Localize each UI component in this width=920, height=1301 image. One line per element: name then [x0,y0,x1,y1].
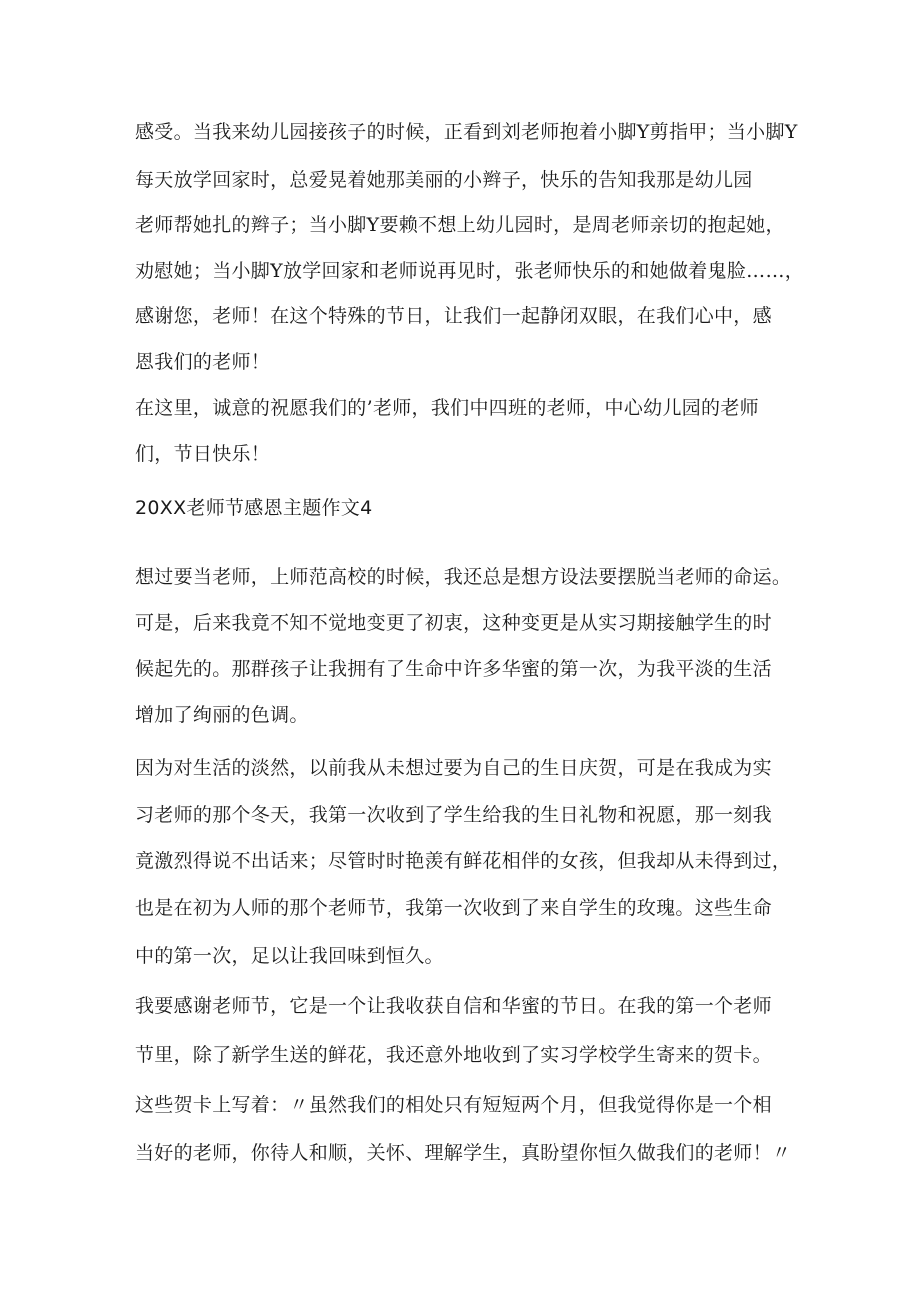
paragraph-line: 感谢您，老师！在这个特殊的节日，让我们一起静闭双眼，在我们心中，感 [135,305,772,327]
paragraph-line: 我要感谢老师节，它是一个让我收获自信和华蜜的节日。在我的第一个老师 [135,995,772,1017]
paragraph-line: 劝慰她；当小脚Y放学回家和老师说再见时，张老师快乐的和她做着鬼脸……， [135,260,805,282]
paragraph-line: 们，节日快乐！ [135,443,271,465]
paragraph-line: 习老师的那个冬天，我第一次收到了学生给我的生日礼物和祝愿，那一刻我 [135,804,772,826]
paragraph-line: 想过要当老师，上师范高校的时候，我还总是想方设法要摆脱当老师的命运。 [135,566,792,588]
paragraph-line: 也是在初为人师的那个老师节，我第一次收到了来自学生的玫瑰。这些生命 [135,897,772,919]
paragraph-line: 因为对生活的淡然，以前我从未想过要为自己的生日庆贺，可是在我成为实 [135,757,772,779]
paragraph-line: 增加了绚丽的色调。 [135,704,309,726]
paragraph-line: 恩我们的老师！ [135,351,271,373]
paragraph-line: 中的第一次，足以让我回味到恒久。 [135,945,444,967]
section-heading: 20XX老师节感恩主题作文4 [135,497,373,519]
paragraph-line: 老师帮她扎的辫子；当小脚Y要赖不想上幼儿园时，是周老师亲切的抱起她， [135,214,785,236]
paragraph-line: 在这里，诚意的祝愿我们的’老师，我们中四班的老师，中心幼儿园的老师 [135,397,759,419]
paragraph-line: 这些贺卡上写着：〃虽然我们的相处只有短短两个月，但我觉得你是一个相 [135,1094,772,1116]
paragraph-line: 候起先的。那群孩子让我拥有了生命中许多华蜜的第一次，为我平淡的生活 [135,658,772,680]
paragraph-line: 感受。当我来幼儿园接孩子的时候，正看到刘老师抱着小脚Y剪指甲；当小脚Y [135,121,798,143]
paragraph-line: 节里，除了新学生送的鲜花，我还意外地收到了实习学校学生寄来的贺卡。 [135,1044,772,1066]
paragraph-line: 可是，后来我竟不知不觉地变更了初衷，这种变更是从实习期接触学生的时 [135,612,772,634]
paragraph-line: 竟激烈得说不出话来；尽管时时艳羡有鲜花相伴的女孩，但我却从未得到过， [135,850,792,872]
paragraph-line: 每天放学回家时，总爱晃着她那美丽的小辫子，快乐的告知我那是幼儿园 [135,169,753,191]
paragraph-line: 当好的老师，你待人和顺，关怀、理解学生，真盼望你恒久做我们的老师！〃 [135,1142,792,1164]
